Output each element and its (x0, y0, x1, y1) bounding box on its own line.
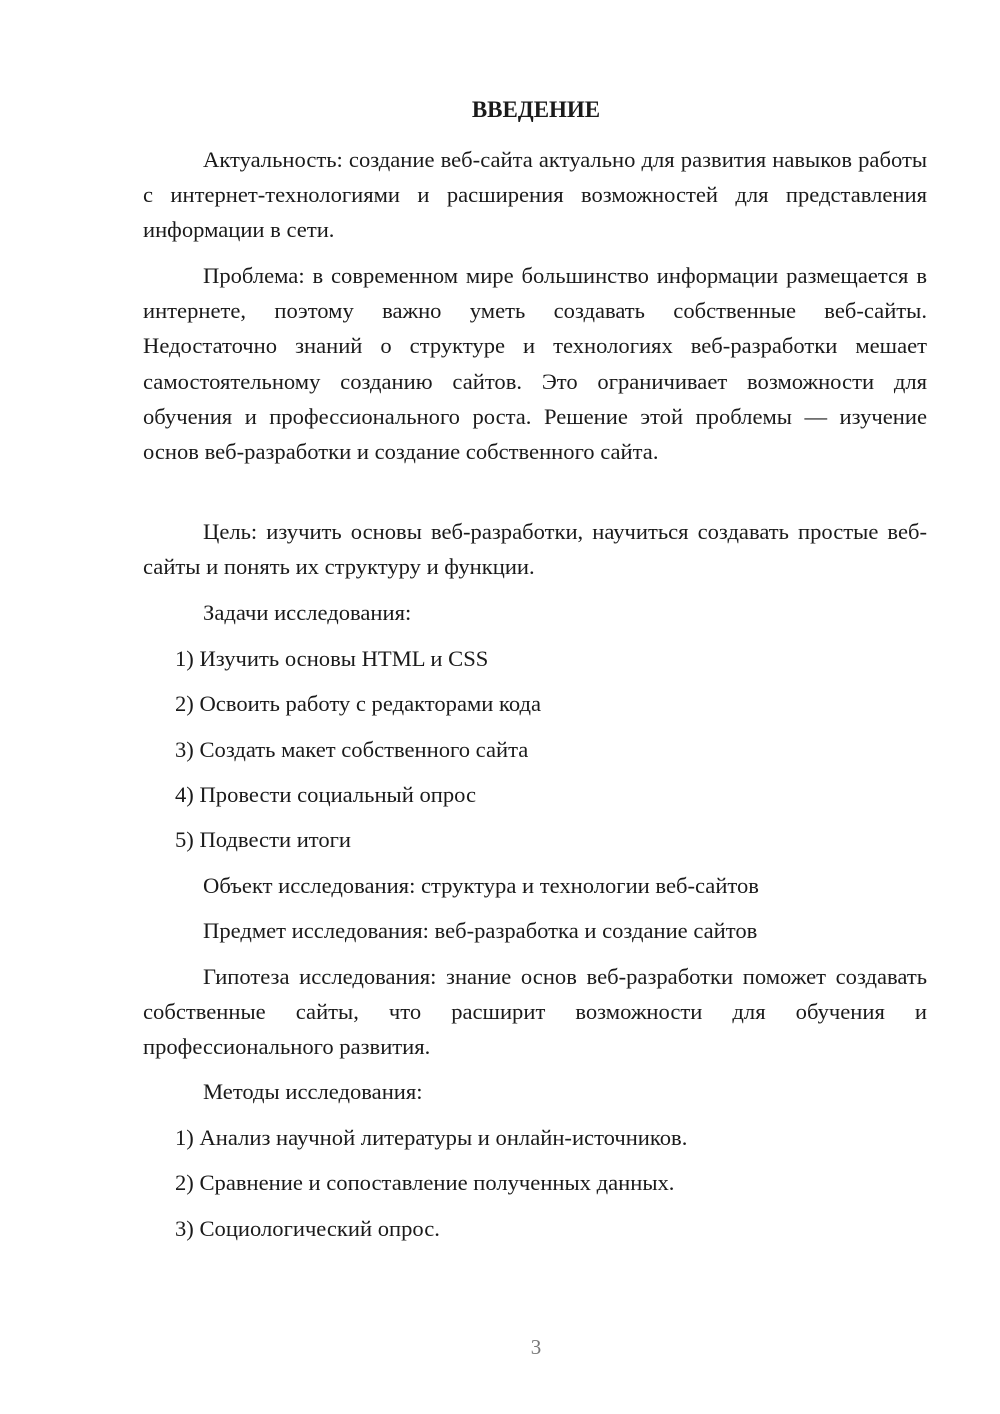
task-item: 2) Освоить работу с редакторами кода (175, 691, 542, 716)
task-item: 1) Изучить основы HTML и CSS (175, 646, 489, 671)
method-item: 2) Сравнение и сопоставление полученных данных. (175, 1170, 675, 1195)
hypothesis-paragraph: Гипотеза исследования: знание основ веб-разработки поможет создавать собственные сайты, что расширит возможности для обучения и профессионального развития. (143, 964, 927, 1060)
tasks-heading: Задачи исследования: (203, 600, 412, 625)
page-number: 3 (530, 1335, 542, 1359)
page-title: ВВЕДЕНИЕ (471, 97, 601, 122)
method-item: 1) Анализ научной литературы и онлайн-источников. (175, 1125, 688, 1150)
research-subject: Предмет исследования: веб-разработка и создание сайтов (203, 918, 758, 943)
problem-paragraph: Проблема: в современном мире большинство информации размещается в интернете, поэтому важно уметь создавать собственные веб-сайты. Недостаточно знаний о структуре и технологиях веб-разработки мешает самостоятельному созданию сайтов. Это ограничивает возможности для обучения и профессионального роста. Решение этой проблемы — изучение основ веб-разработки и создание собственного сайта. (143, 263, 927, 465)
task-item: 3) Создать макет собственного сайта (175, 737, 529, 762)
research-object: Объект исследования: структура и технологии веб-сайтов (203, 873, 759, 898)
task-item: 5) Подвести итоги (175, 827, 352, 852)
relevance-paragraph: Актуальность: создание веб-сайта актуально для развития навыков работы с интернет-технологиями и расширения возможностей для представления информации в сети. (143, 147, 927, 243)
method-item: 3) Социологический опрос. (175, 1216, 440, 1241)
task-item: 4) Провести социальный опрос (175, 782, 477, 807)
goal-paragraph: Цель: изучить основы веб-разработки, научиться создавать простые веб-сайты и понять их структуру и функции. (143, 519, 927, 580)
methods-heading: Методы исследования: (203, 1079, 423, 1104)
